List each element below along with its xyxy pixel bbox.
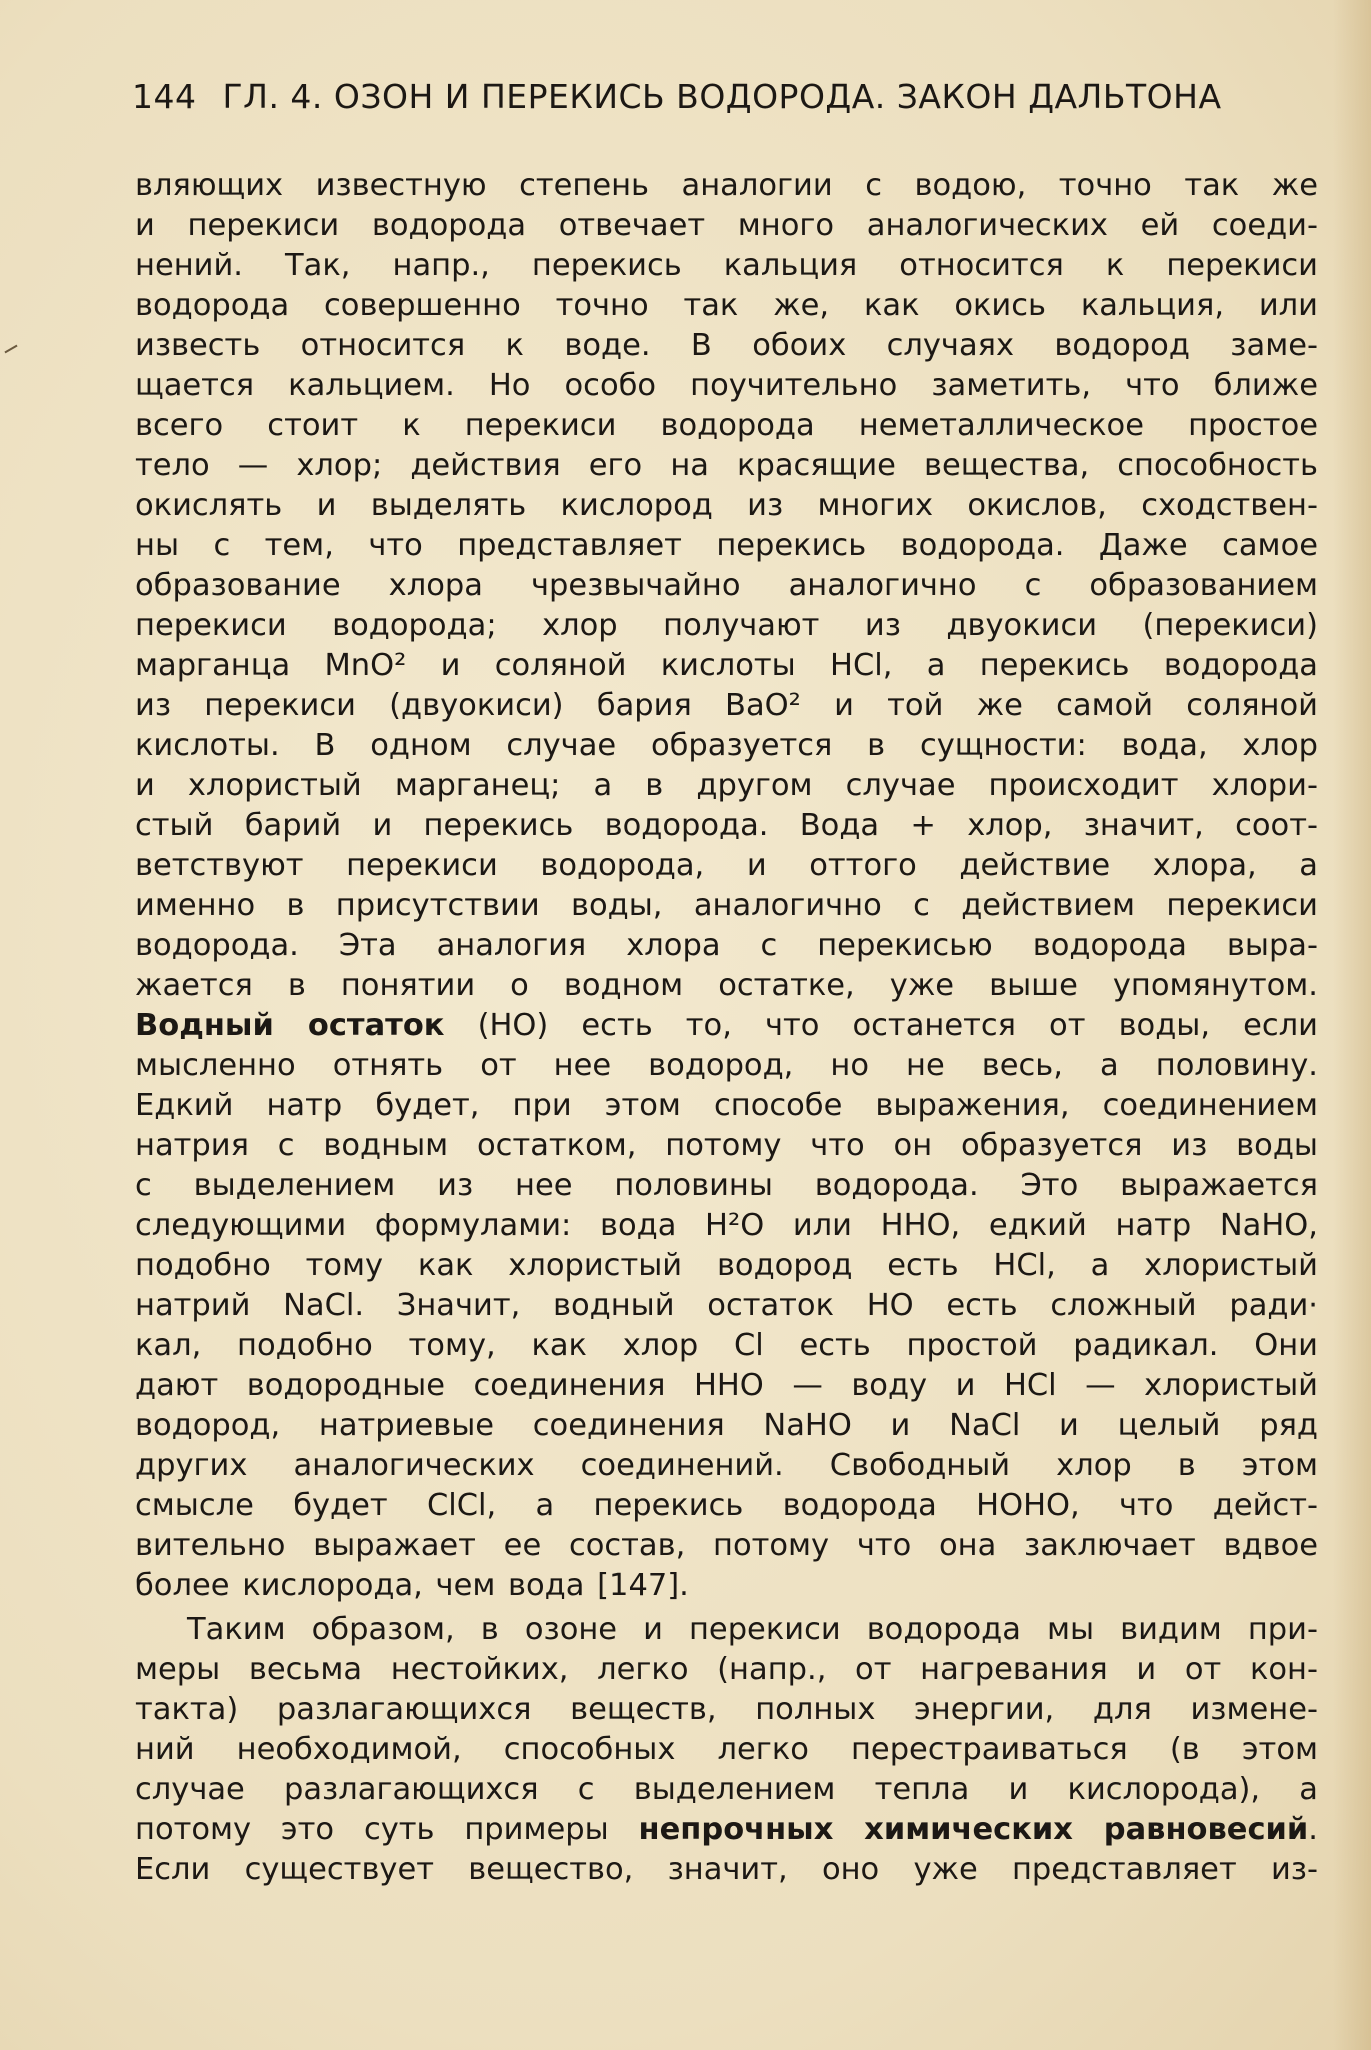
text-line: водорода. Эта аналогия хлора с перекисью водорода выра- <box>135 928 1318 963</box>
margin-pencil-mark <box>4 345 17 354</box>
text-line: натрий NaCl. Значит, водный остаток HO есть сложный ради· <box>135 1288 1318 1323</box>
text-line: смысле будет ClCl, а перекись водорода HOHO, что дейст- <box>135 1488 1318 1523</box>
text-line: кал, подобно тому, как хлор Cl есть простой радикал. Они <box>135 1328 1318 1363</box>
text-line: известь относится к воде. В обоих случаях водород заме- <box>135 328 1318 363</box>
text-line: ны с тем, что представляет перекись водорода. Даже самое <box>135 528 1318 563</box>
running-header <box>132 76 1257 118</box>
term-line-unstable-equilibria <box>135 1810 1318 1850</box>
bold-term-unstable-equilibria: непрочных химических равновесий <box>638 1812 1309 1847</box>
text-line: щается кальцием. Но особо поучительно заметить, что ближе <box>135 368 1318 403</box>
text-line: вительно выражает ее состав, потому что она заключает вдвое <box>135 1528 1318 1563</box>
term-line-rest: (HO) есть то, что останется от воды, если <box>444 1008 1318 1043</box>
text-line: именно в присутствии воды, аналогично с действием перекиси <box>135 888 1318 923</box>
text-line: нений. Так, напр., перекись кальция относится к перекиси <box>135 248 1318 283</box>
page-edge-shadow <box>1333 0 1371 2050</box>
text-line: такта) разлагающихся веществ, полных энергии, для измене- <box>135 1692 1318 1727</box>
term-line-water-residue <box>135 1006 1318 1046</box>
paragraph-1 <box>135 166 1318 1606</box>
text-line: дают водородные соединения HHO — воду и HCl — хлористый <box>135 1368 1318 1403</box>
text-line: следующими формулами: вода H²O или HHO, едкий натр NaHO, <box>135 1208 1318 1243</box>
text-line: водорода совершенно точно так же, как окись кальция, или <box>135 288 1318 323</box>
text-line: образование хлора чрезвычайно аналогично с образованием <box>135 568 1318 603</box>
text-line: с выделением из нее половины водорода. Это выражается <box>135 1168 1318 1203</box>
text-line: более кислорода, чем вода [147]. <box>135 1568 689 1603</box>
text-line: стый барий и перекись водорода. Вода + хлор, значит, соот- <box>135 808 1318 843</box>
text-line: кислоты. В одном случае образуется в сущности: вода, хлор <box>135 728 1318 763</box>
text-line: подобно тому как хлористый водород есть HCl, а хлористый <box>135 1248 1318 1283</box>
text-line: других аналогических соединений. Свободный хлор в этом <box>135 1448 1318 1483</box>
text-line: и хлористый марганец; а в другом случае происходит хлори- <box>135 768 1318 803</box>
bold-term-water-residue: Водный остаток <box>135 1008 445 1043</box>
text-line: марганца MnO² и соляной кислоты HCl, а перекись водорода <box>135 648 1318 683</box>
text-line: Если существует вещество, значит, оно уже представляет из- <box>135 1852 1318 1887</box>
paragraph-2 <box>135 1610 1318 1890</box>
text-line: вляющих известную степень аналогии с водою, точно так же <box>135 168 1318 203</box>
text-line: водород, натриевые соединения NaHO и NaCl и целый ряд <box>135 1408 1318 1443</box>
page-number: 144 <box>132 77 197 116</box>
text-line: всего стоит к перекиси водорода неметаллическое простое <box>135 408 1318 443</box>
term-line-end: . <box>1308 1812 1318 1847</box>
text-line: мысленно отнять от нее водород, но не весь, а половину. <box>135 1048 1318 1083</box>
text-line: перекиси водорода; хлор получают из двуокиси (перекиси) <box>135 608 1318 643</box>
text-line: натрия с водным остатком, потому что он образуется из воды <box>135 1128 1318 1163</box>
text-line: Таким образом, в озоне и перекиси водорода мы видим при- <box>187 1612 1318 1647</box>
text-line: окислять и выделять кислород из многих окислов, сходствен- <box>135 488 1318 523</box>
text-line: Едкий натр будет, при этом способе выражения, соединением <box>135 1088 1318 1123</box>
text-line: ветствуют перекиси водорода, и оттого действие хлора, а <box>135 848 1318 883</box>
running-title: ГЛ. 4. ОЗОН И ПЕРЕКИСЬ ВОДОРОДА. ЗАКОН ДАЛЬТОНА <box>222 77 1222 116</box>
term-line-start: потому это суть примеры <box>135 1812 639 1847</box>
page-body <box>135 166 1318 1890</box>
text-line: тело — хлор; действия его на красящие вещества, способность <box>135 448 1318 483</box>
text-line: и перекиси водорода отвечает много аналогических ей соеди- <box>135 208 1318 243</box>
text-line: из перекиси (двуокиси) бария BaO² и той же самой соляной <box>135 688 1318 723</box>
text-line: ний необходимой, способных легко перестраиваться (в этом <box>135 1732 1318 1767</box>
text-line: жается в понятии о водном остатке, уже выше упомянутом. <box>135 968 1318 1003</box>
text-line: случае разлагающихся с выделением тепла и кислорода), а <box>135 1772 1318 1807</box>
text-line: меры весьма нестойких, легко (напр., от нагревания и от кон- <box>135 1652 1318 1687</box>
